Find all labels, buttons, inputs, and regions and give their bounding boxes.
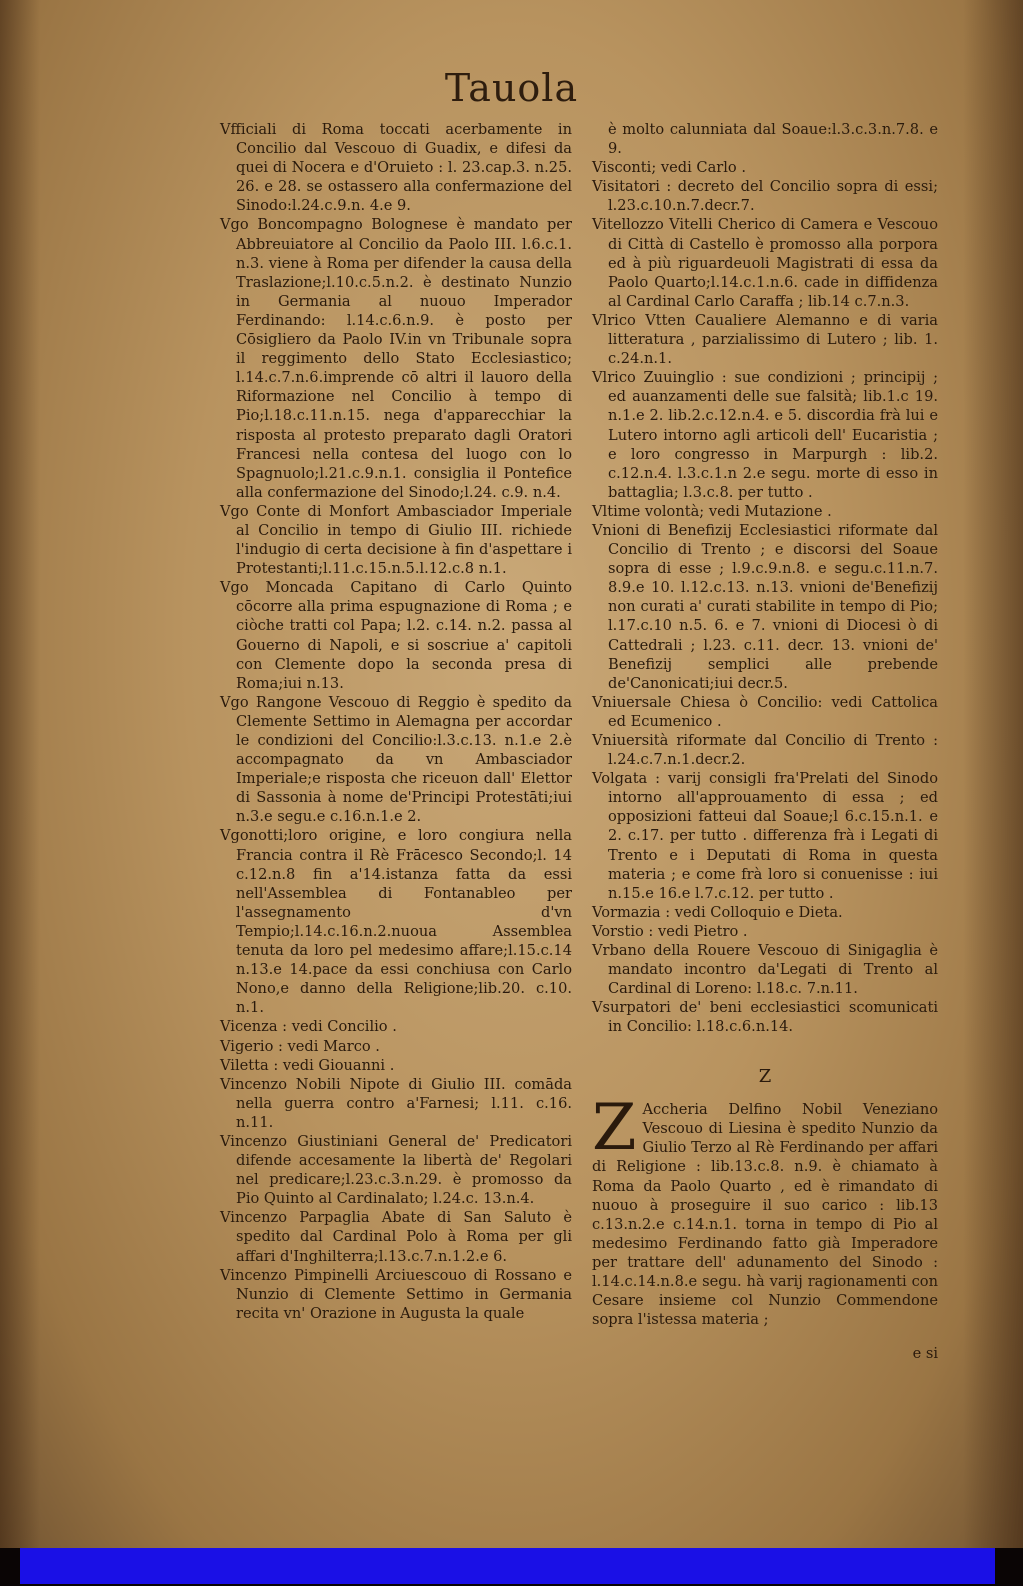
- index-entry: Vigerio : vedi Marco .: [220, 1037, 380, 1055]
- drop-cap: Z: [592, 1091, 637, 1166]
- index-entry: Vgo Rangone Vescouo di Reggio è spedito da Clemente Settimo in Alemagna per accordar le condizioni del Concilio:l.3.c.13. n.1.e 2.è accompagnato da vn Ambasciador Imperiale;e risposta che riceuon dall' Elettor di Sassonia à nome de'Principi Protestāti;iui n.3.e segu.e c.16.n.1.e 2.: [220, 693, 572, 826]
- left-column: [220, 120, 572, 1323]
- index-entry: Vicenza : vedi Concilio .: [220, 1018, 397, 1036]
- index-entry: Vltime volontà; vedi Mutazione .: [592, 502, 832, 520]
- index-entry: Vincenzo Giustiniani General de' Predicatori difende accesamente la libertà de' Regolari nel predicare;l.23.c.3.n.29. è promosso da Pio Quinto al Cardinalato; l.24.c. 13.n.4.: [220, 1132, 572, 1208]
- page-title: Tauola: [444, 66, 579, 110]
- index-entry: Vsurpatori de' beni ecclesiastici scomunicati in Concilio: l.18.c.6.n.14.: [592, 999, 938, 1036]
- section-letter: Z: [758, 1065, 772, 1087]
- page-edge-right: [963, 0, 1023, 1586]
- scan-blue-bar: [20, 1548, 995, 1584]
- index-entry: Visconti; vedi Carlo .: [592, 159, 746, 177]
- index-entry: Vincenzo Pimpinelli Arciuescouo di Rossano e Nunzio di Clemente Settimo in Germania recita vn' Orazione in Augusta la quale: [220, 1266, 572, 1322]
- z-entry-text: Accheria Delfino Nobil Veneziano Vescouo di Liesina è spedito Nunzio da Giulio Terzo al Rè Ferdinando per affari di Religione : lib.13.c.8. n.9. è chiamato à Roma da Paolo Quarto , ed è rimandato di nuouo à proseguire il suo carico : lib.13 c.13.n.2.e c.14.n.1. torna in tempo di Pio al medesimo Ferdinando fatto già Imperadore per trattare dell' adunamento del Sinodo : l.14.c.14.n.8.e segu. hà varij ragionamenti con Cesare insieme col Nunzio Commendone sopra l'istessa materia ;: [592, 1101, 938, 1329]
- index-entry: Vnioni di Benefizij Ecclesiastici riformate dal Concilio di Trento ; e discorsi del Soaue sopra di esse ; l.9.c.9.n.8. e segu.c.11.n.7. 8.9.e 10. l.12.c.13. n.13. vnioni de'Benefizij non curati a' curati stabilite in tempo di Pio; l.17.c.10 n.5. 6. e 7. vnioni di Diocesi ò di Cattedrali ; l.23. c.11. decr. 13. vnioni de' Benefizij semplici alle prebende de'Canonicati;iui decr.5.: [592, 521, 938, 692]
- index-entry: Vniuersità riformate dal Concilio di Trento : l.24.c.7.n.1.decr.2.: [592, 732, 938, 769]
- index-entry: Viletta : vedi Giouanni .: [220, 1056, 395, 1074]
- index-entry: Visitatori : decreto del Concilio sopra di essi; l.23.c.10.n.7.decr.7.: [592, 178, 938, 215]
- page-edge-left: [0, 0, 40, 1586]
- index-entry: Vormazia : vedi Colloquio e Dieta.: [592, 903, 843, 921]
- index-entry: Volgata : varij consigli fra'Prelati del Sinodo intorno all'approuamento di essa ; ed opposizioni fatteui dal Soaue;l 6.c.15.n.1. e 2. c.17. per tutto . differenza frà i Legati di Trento e i Deputati di Roma in questa materia ; e come frà loro si conuenisse : iui n.15.e 16.e l.7.c.12. per tutto .: [592, 770, 938, 902]
- right-column-entries: [592, 120, 938, 1037]
- index-entry: Vlrico Vtten Caualiere Alemanno e di varia litteratura , parzialissimo di Lutero ; lib. 1. c.24.n.1.: [592, 311, 938, 368]
- index-entry: Vitellozzo Vitelli Cherico di Camera e Vescouo di Città di Castello è promosso alla porpora ed à più riguardeuoli Magistrati di essa da Paolo Quarto;l.14.c.1.n.6. cade in diffidenza al Cardinal Carlo Caraffa ; lib.14 c.7.n.3.: [592, 216, 938, 310]
- index-entry: Vgo Conte di Monfort Ambasciador Imperiale al Concilio in tempo di Giulio III. richiede l'indugio di certa decisione à fin d'aspettare i Protestanti;l.11.c.15.n.5.l.12.c.8 n.1.: [220, 502, 572, 578]
- index-entry: Vincenzo Nobili Nipote di Giulio III. comāda nella guerra contro a'Farnesi; l.11. c.16. n.11.: [220, 1075, 572, 1131]
- right-column: [592, 120, 938, 1363]
- z-entry: [592, 1091, 938, 1329]
- index-entry: Vorstio : vedi Pietro .: [592, 922, 748, 940]
- index-entry: Vgo Moncada Capitano di Carlo Quinto cōcorre alla prima espugnazione di Roma ; e ciòche tratti col Papa; l.2. c.14. n.2. passa al Gouerno di Napoli, e si soscriue a' capitoli con Clemente dopo la seconda presa di Roma;iui n.13.: [220, 579, 572, 692]
- index-entry: Vgo Boncompagno Bolognese è mandato per Abbreuiatore al Concilio da Paolo III. l.6.c.1. n.3. viene à Roma per difender la causa della Traslazione;l.10.c.5.n.2. è destinato Nunzio in Germania al nuouo Imperador Ferdinando: l.14.c.6.n.9. è posto per Cōsigliero da Paolo IV.in vn Tribunale sopra il reggimento dello Stato Ecclesiastico; l.14.c.7.n.6.imprende cō altri il lauoro della Riformazione nel Concilio à tempo di Pio;l.18.c.11.n.15. nega d'apparecchiar la risposta al protesto preparato dagli Oratori Francesi nella contesa del luogo con lo Spagnuolo;l.21.c.9.n.1. consiglia il Pontefice alla confermazione del Sinodo;l.24. c.9. n.4.: [220, 216, 572, 501]
- index-entry: Vlrico Zuuinglio : sue condizioni ; principij ; ed auanzamenti delle sue falsità; lib.1.c 19. n.1.e 2. lib.2.c.12.n.4. e 5. discordia frà lui e Lutero intorno agli articoli dell' Eucaristia ; e loro congresso in Marpurgh : lib.2. c.12.n.4. l.3.c.1.n 2.e segu. morte di esso in battaglia; l.3.c.8. per tutto .: [592, 369, 938, 501]
- catchword: e si: [912, 1344, 938, 1362]
- index-entry: Vniuersale Chiesa ò Concilio: vedi Cattolica ed Ecumenico .: [592, 693, 938, 730]
- index-entry: Vincenzo Parpaglia Abate di San Saluto è spedito dal Cardinal Polo à Roma per gli affari d'Inghilterra;l.13.c.7.n.1.2.e 6.: [220, 1209, 572, 1265]
- index-entry: Vrbano della Rouere Vescouo di Sinigaglia è mandato incontro da'Legati di Trento al Cardinal di Loreno: l.18.c. 7.n.11.: [592, 942, 938, 998]
- index-entry: è molto calunniata dal Soaue:l.3.c.3.n.7.8. e 9.: [608, 121, 938, 158]
- index-entry: Vgonotti;loro origine, e loro congiura nella Francia contra il Rè Frācesco Secondo;l. 14 c.12.n.8 fin a'14.istanza fatta da essi nell'Assemblea di Fontanableo per l'assegnamento d'vn Tempio;l.14.c.16.n.2.nuoua Assemblea tenuta da loro pel medesimo affare;l.15.c.14 n.13.e 14.pace da essi conchiusa con Carlo Nono,e danno della Religione;lib.20. c.10. n.1.: [220, 827, 572, 1017]
- index-entry: Vfficiali di Roma toccati acerbamente in Concilio dal Vescouo di Guadix, e difesi da quei di Nocera e d'Oruieto : l. 23.cap.3. n.25. 26. e 28. se ostassero alla confermazione del Sinodo:l.24.c.9.n. 4.e 9.: [220, 121, 572, 215]
